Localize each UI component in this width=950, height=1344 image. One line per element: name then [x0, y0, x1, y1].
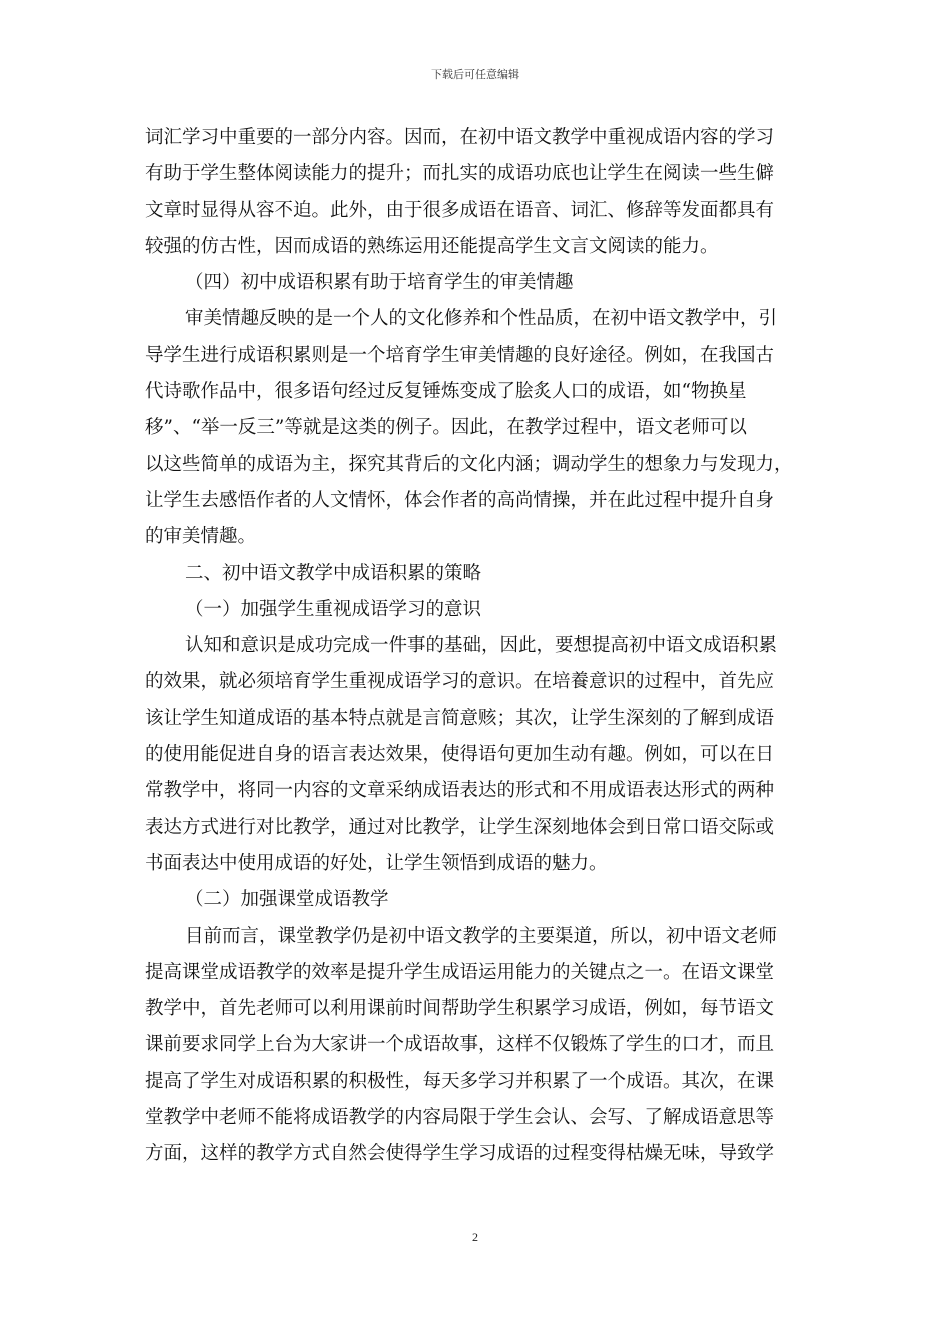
text-line: 表达方式进行对比教学，通过对比教学，让学生深刻地体会到日常口语交际或: [145, 816, 775, 838]
text-line: 堂教学中老师不能将成语教学的内容局限于学生会认、会写、了解成语意思等: [145, 1107, 775, 1129]
section-heading: （二）加强课堂成语教学: [185, 889, 389, 911]
text-line: 的审美情趣。: [145, 526, 257, 548]
text-line: 该让学生知道成语的基本特点就是言简意赅；其次，让学生深刻的了解到成语: [145, 707, 775, 729]
text-line: 以这些简单的成语为主，探究其背后的文化内涵；调动学生的想象力与发现力，: [145, 453, 793, 475]
document-body: [145, 120, 807, 1173]
paragraph-first-line: 目前而言，课堂教学仍是初中语文教学的主要渠道，所以，初中语文老师: [185, 925, 778, 947]
page-number: 2: [472, 1230, 478, 1244]
text-line: 有助于学生整体阅读能力的提升；而扎实的成语功底也让学生在阅读一些生僻: [145, 163, 775, 185]
text-line: 让学生去感悟作者的人文情怀，体会作者的高尚情操，并在此过程中提升自身: [145, 489, 775, 511]
text-line: 书面表达中使用成语的好处，让学生领悟到成语的魅力。: [145, 852, 608, 874]
text-line: 代诗歌作品中，很多语句经过反复锤炼变成了脍炙人口的成语，如“物换星: [145, 381, 747, 403]
text-line: 的效果，就必须培育学生重视成语学习的意识。在培養意识的过程中，首先应: [145, 671, 775, 693]
text-line: 文章时显得从容不迫。此外，由于很多成语在语音、词汇、修辞等发面都具有: [145, 199, 775, 221]
text-line: 提高课堂成语教学的效率是提升学生成语运用能力的关键点之一。在语文课堂: [145, 961, 775, 983]
paragraph-first-line: 审美情趣反映的是一个人的文化修养和个性品质，在初中语文教学中，引: [185, 308, 778, 330]
paragraph-first-line: 认知和意识是成功完成一件事的基础，因此，要想提高初中语文成语积累: [185, 635, 778, 657]
section-heading: （四）初中成语积累有助于培育学生的审美情趣: [185, 272, 574, 294]
text-line: 导学生进行成语积累则是一个培育学生审美情趣的良好途径。例如，在我国古: [145, 344, 775, 366]
page-header: 下载后可任意编辑: [431, 68, 519, 81]
chapter-heading: 二、初中语文教学中成语积累的策略: [185, 562, 482, 584]
text-line: 课前要求同学上台为大家讲一个成语故事，这样不仅锻炼了学生的口才，而且: [145, 1034, 775, 1056]
section-heading: （一）加强学生重视成语学习的意识: [185, 598, 482, 620]
text-line: 词汇学习中重要的一部分内容。因而，在初中语文教学中重视成语内容的学习: [145, 127, 775, 148]
text-line: 移”、“举一反三”等就是这类的例子。因此，在教学过程中，语文老师可以: [145, 417, 747, 439]
text-line: 较强的仿古性，因而成语的熟练运用还能提高学生文言文阅读的能力。: [145, 235, 719, 257]
text-line: 的使用能促进自身的语言表达效果，使得语句更加生动有趣。例如，可以在日: [145, 744, 775, 766]
text-line: 方面，这样的教学方式自然会使得学生学习成语的过程变得枯燥无味，导致学: [145, 1143, 775, 1165]
text-line: 常教学中，将同一内容的文章采纳成语表达的形式和不用成语表达形式的两种: [145, 780, 775, 802]
text-line: 提高了学生对成语积累的积极性，每天多学习并积累了一个成语。其次，在课: [145, 1070, 775, 1092]
text-line: 教学中，首先老师可以利用课前时间帮助学生积累学习成语，例如，每节语文: [145, 998, 775, 1020]
